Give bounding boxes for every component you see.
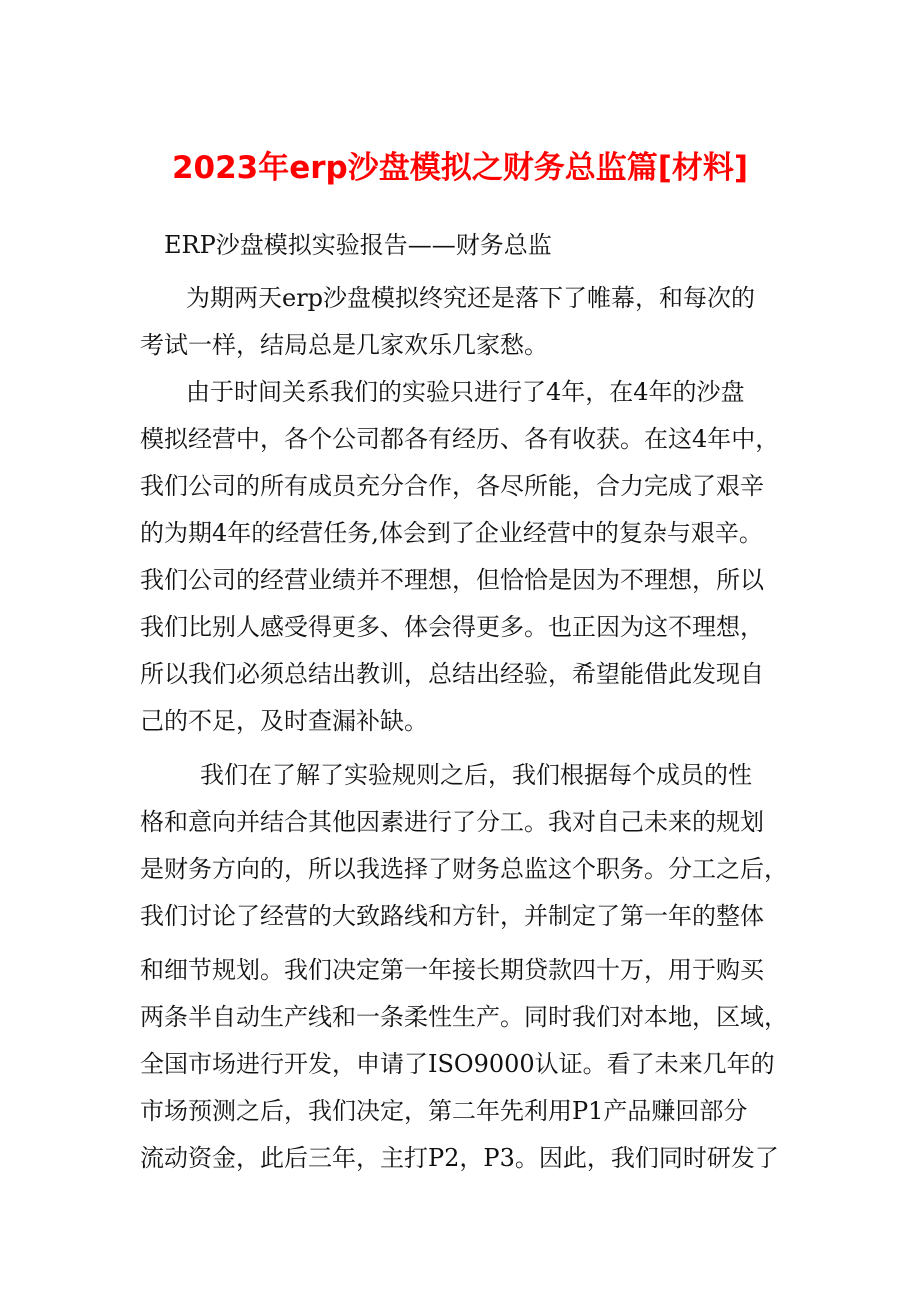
text-line: 市场预测之后，我们决定，第二年先利用P1产品赚回部分 bbox=[140, 1097, 748, 1125]
text-line: 流动资金，此后三年，主打P2，P3。因此，我们同时研发了 bbox=[140, 1144, 779, 1172]
text-line: 为期两天erp沙盘模拟终究还是落下了帷幕，和每次的 bbox=[186, 284, 756, 312]
text-line: 我们在了解了实验规则之后，我们根据每个成员的性 bbox=[200, 761, 752, 789]
text-line: 的为期4年的经营任务,体会到了企业经营中的复杂与艰辛。 bbox=[140, 519, 763, 547]
text-line: 模拟经营中，各个公司都各有经历、各有收获。在这4年中， bbox=[140, 425, 780, 453]
text-line: 己的不足，及时查漏补缺。 bbox=[140, 707, 428, 735]
text-line: 和细节规划。我们决定第一年接长期贷款四十万，用于购买 bbox=[140, 956, 764, 984]
text-line: 格和意向并结合其他因素进行了分工。我对自己未来的规划 bbox=[140, 808, 764, 836]
text-line: 是财务方向的，所以我选择了财务总监这个职务。分工之后， bbox=[140, 855, 788, 883]
text-line: 由于时间关系我们的实验只进行了4年，在4年的沙盘 bbox=[186, 378, 745, 406]
text-line: 考试一样，结局总是几家欢乐几家愁。 bbox=[140, 331, 548, 359]
text-line: 所以我们必须总结出教训，总结出经验，希望能借此发现自 bbox=[140, 660, 764, 688]
document-title: 2023年erp沙盘模拟之财务总监篇[材料] bbox=[171, 150, 749, 186]
text-line: 我们讨论了经营的大致路线和方针，并制定了第一年的整体 bbox=[140, 902, 764, 930]
text-line: 我们公司的所有成员充分合作，各尽所能，合力完成了艰辛 bbox=[140, 472, 764, 500]
text-line: 我们公司的经营业绩并不理想，但恰恰是因为不理想，所以 bbox=[140, 566, 764, 594]
text-line: 全国市场进行开发，申请了ISO9000认证。看了未来几年的 bbox=[140, 1050, 775, 1078]
document-subtitle: ERP沙盘模拟实验报告——财务总监 bbox=[164, 231, 552, 259]
text-line: 我们比别人感受得更多、体会得更多。也正因为这不理想， bbox=[140, 613, 764, 641]
text-line: 两条半自动生产线和一条柔性生产。同时我们对本地，区域， bbox=[140, 1003, 788, 1031]
